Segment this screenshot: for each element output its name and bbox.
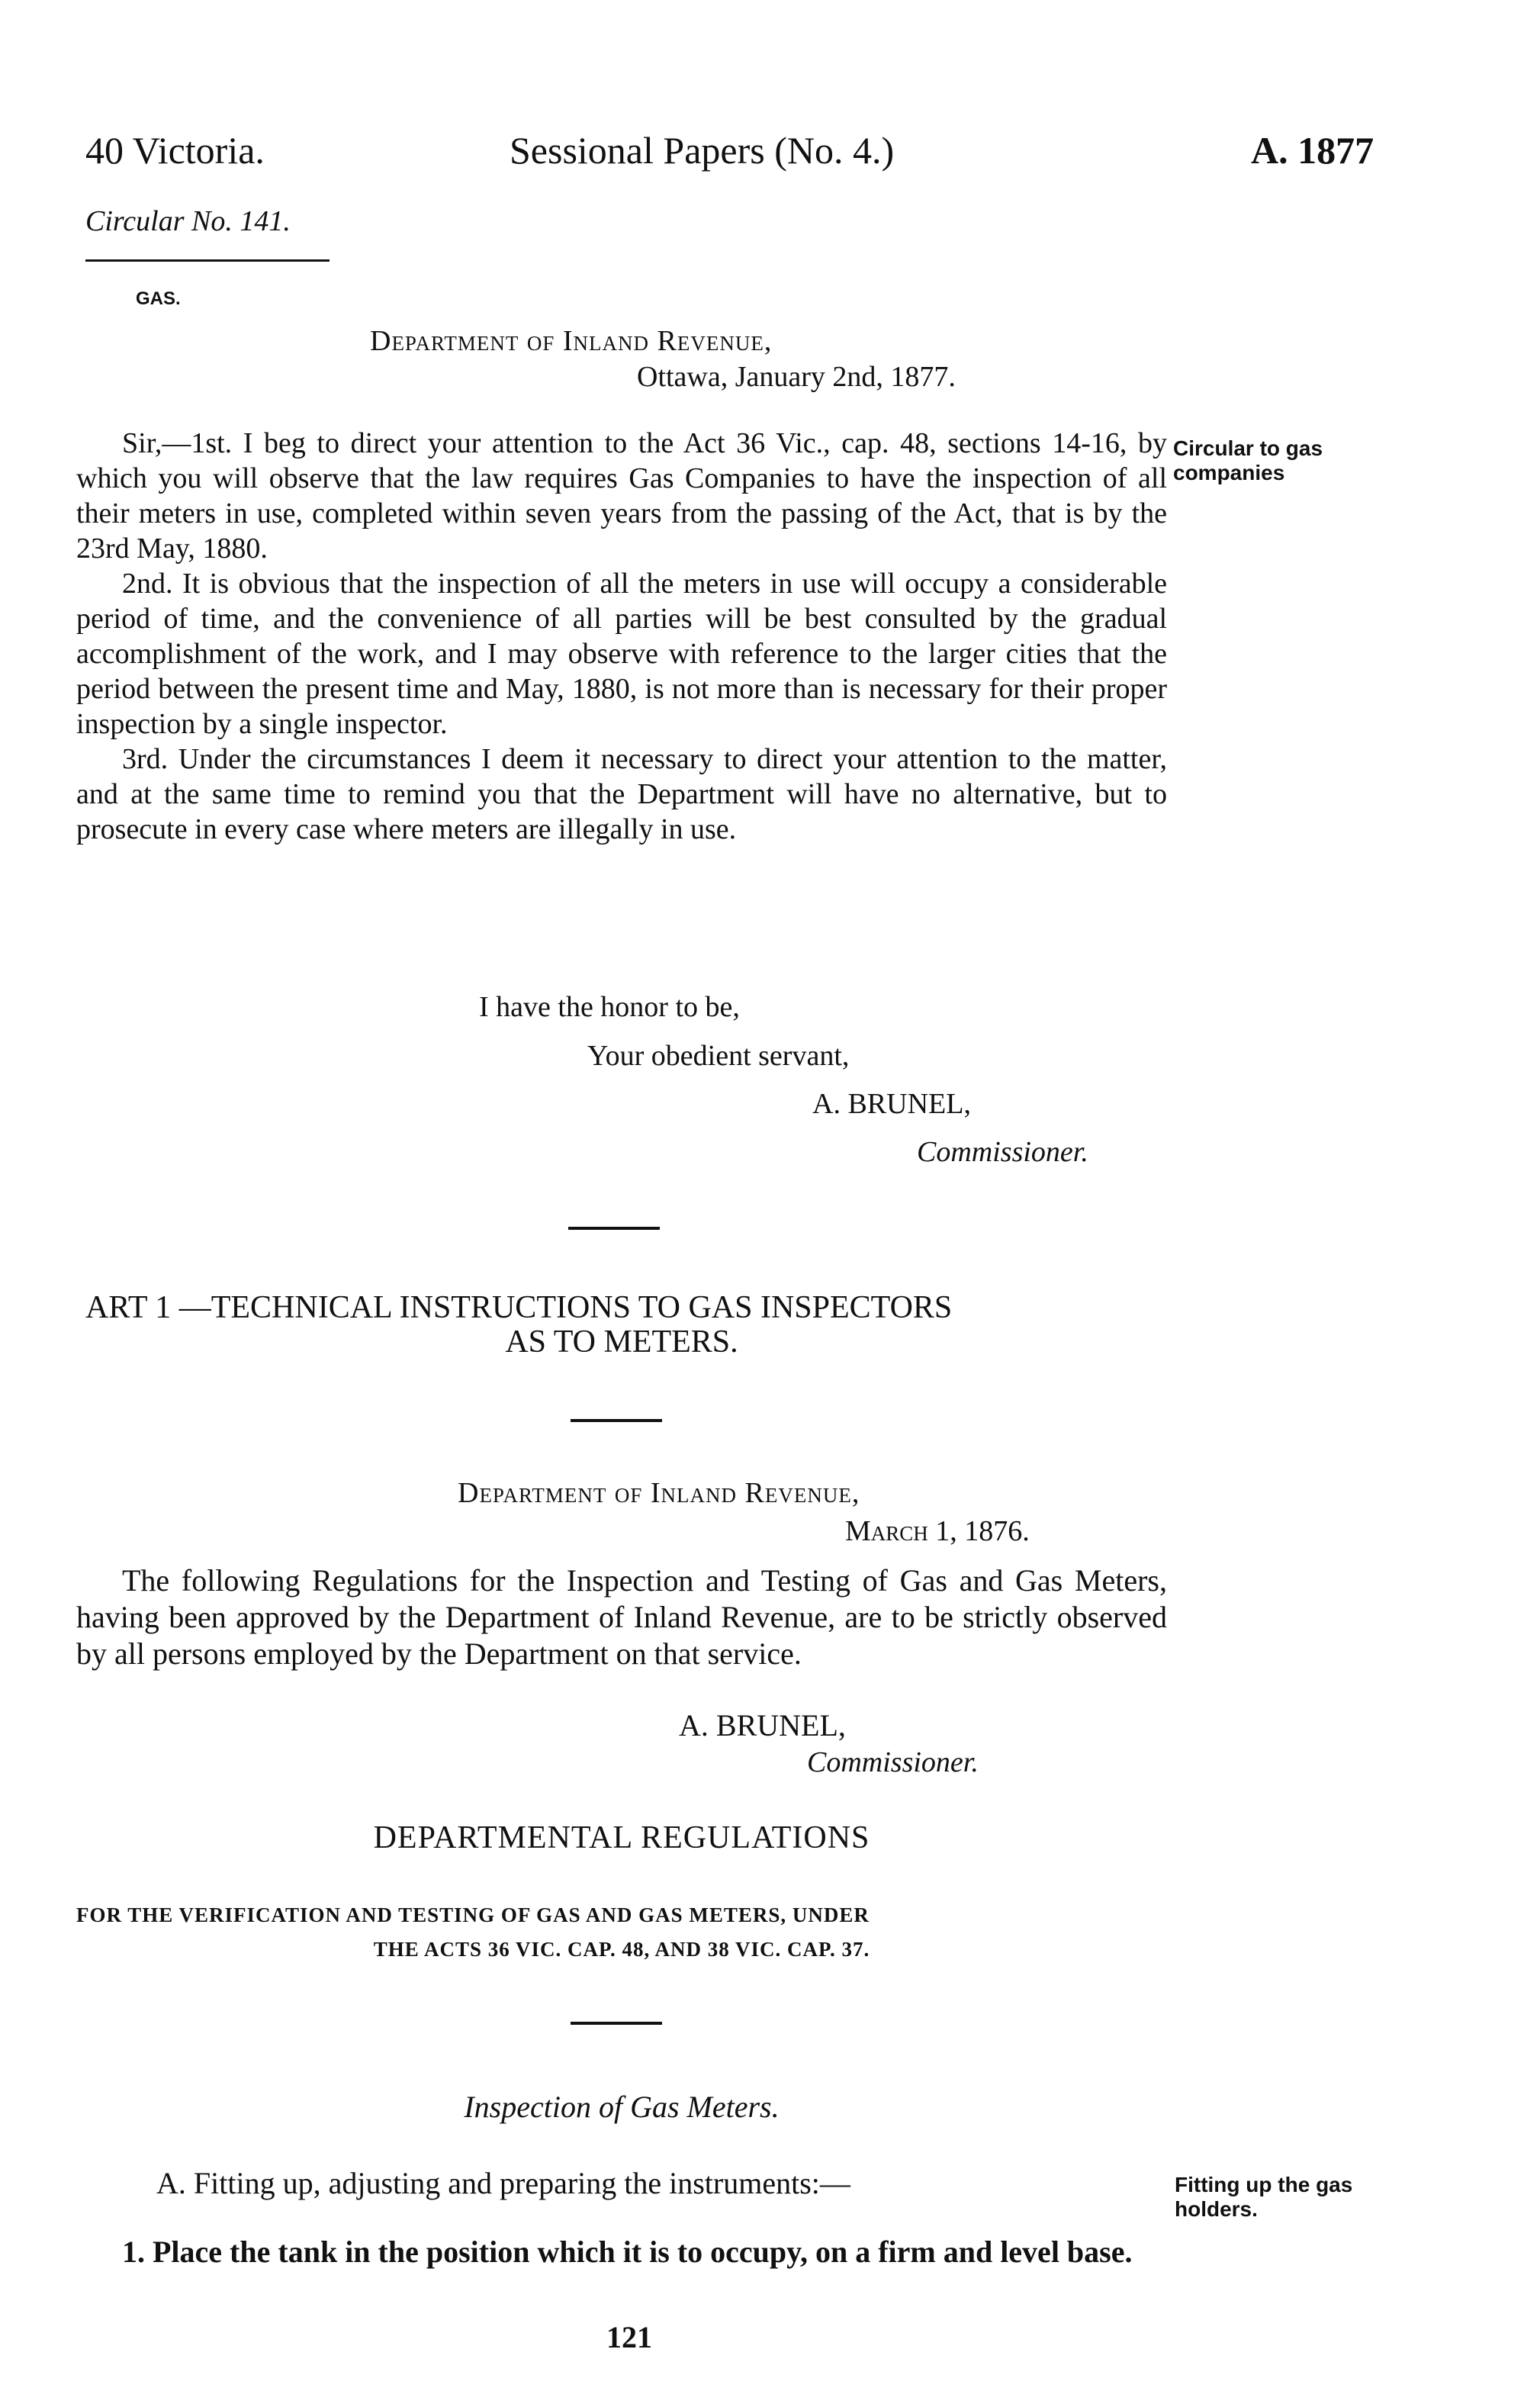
letter2-date: March 1, 1876. (845, 1515, 1030, 1547)
letter1-servant: Your obedient servant, (587, 1040, 850, 1072)
item-1-body (76, 2234, 1167, 2270)
section-divider-3 (571, 2022, 662, 2025)
letter1-body (76, 426, 1167, 847)
header-right: A. 1877 (1251, 129, 1374, 172)
letter2-signature: A. BRUNEL, (679, 1708, 846, 1743)
letter1-paragraph-3: 3rd. Under the circumstances I deem it necessary to direct your attention to the matter, and at the same time to remind you that the Department will have no alternative, but to prosecute in every case where meters are illegally in use. (76, 743, 1167, 845)
regulations-subtitle-line1: FOR THE VERIFICATION AND TESTING OF GAS AND GAS METERS, UNDER (76, 1903, 870, 1926)
letter2-title: Commissioner. (807, 1746, 979, 1778)
circular-number: Circular No. 141. (85, 205, 291, 237)
margin-note-fitting: Fitting up the gas holders. (1175, 2173, 1353, 2221)
section-divider-1 (568, 1227, 660, 1230)
section-a-heading: A. Fitting up, adjusting and preparing the instruments:— (156, 2166, 850, 2200)
letter2-dept: Department of Inland Revenue, (458, 1477, 860, 1509)
header-left: 40 Victoria. (85, 129, 265, 172)
departmental-regulations-heading: DEPARTMENTAL REGULATIONS (373, 1820, 870, 1855)
letter1-title: Commissioner. (917, 1136, 1088, 1168)
section-divider-2 (571, 1419, 662, 1422)
letter1-paragraph-2: 2nd. It is obvious that the inspection of all the meters in use will occupy a considerable period of time, and the convenience of all parties will be best consulted by the gradual accomplishment of the work, and I may observe with reference to the larger cities that the period between the present time and May, 1880, is not more than is necessary for their proper inspection by a single inspector. (76, 568, 1167, 740)
header-center: Sessional Papers (No. 4.) (510, 129, 895, 172)
item-1: 1. Place the tank in the position which it is to occupy, on a firm and level base. (122, 2235, 1133, 2269)
art-heading-line1: ART 1 —TECHNICAL INSTRUCTIONS TO GAS INSPECTORS (85, 1290, 953, 1325)
margin-note-circular: Circular to gas companies (1173, 436, 1323, 484)
letter2-body (76, 1562, 1167, 1672)
letter1-place-date: Ottawa, January 2nd, 1877. (637, 361, 956, 393)
letter1-dept: Department of Inland Revenue, (370, 325, 773, 357)
art-heading-line2: AS TO METERS. (505, 1324, 738, 1360)
short-rule (85, 259, 330, 262)
letter1-closing: I have the honor to be, (479, 991, 740, 1023)
letter2-paragraph: The following Regulations for the Inspection and Testing of Gas and Gas Meters, having been approved by the Department of Inland Revenue, are to be strictly observed by all persons employed by the Department on that service. (76, 1563, 1167, 1671)
gas-label: GAS. (136, 288, 181, 309)
regulations-subtitle-line2: THE ACTS 36 VIC. CAP. 48, AND 38 VIC. CAP. 37. (373, 1938, 870, 1961)
inspection-heading: Inspection of Gas Meters. (464, 2090, 780, 2124)
letter1-paragraph-1: Sir,—1st. I beg to direct your attention to the Act 36 Vic., cap. 48, sections 14-16, by which you will observe that the law requires Gas Companies to have the inspection of all their meters in use, completed within seven years from the passing of the Act, that is by the 23rd May, 1880. (76, 427, 1167, 565)
page-number: 121 (606, 2320, 652, 2354)
letter1-signature: A. BRUNEL, (812, 1088, 971, 1120)
